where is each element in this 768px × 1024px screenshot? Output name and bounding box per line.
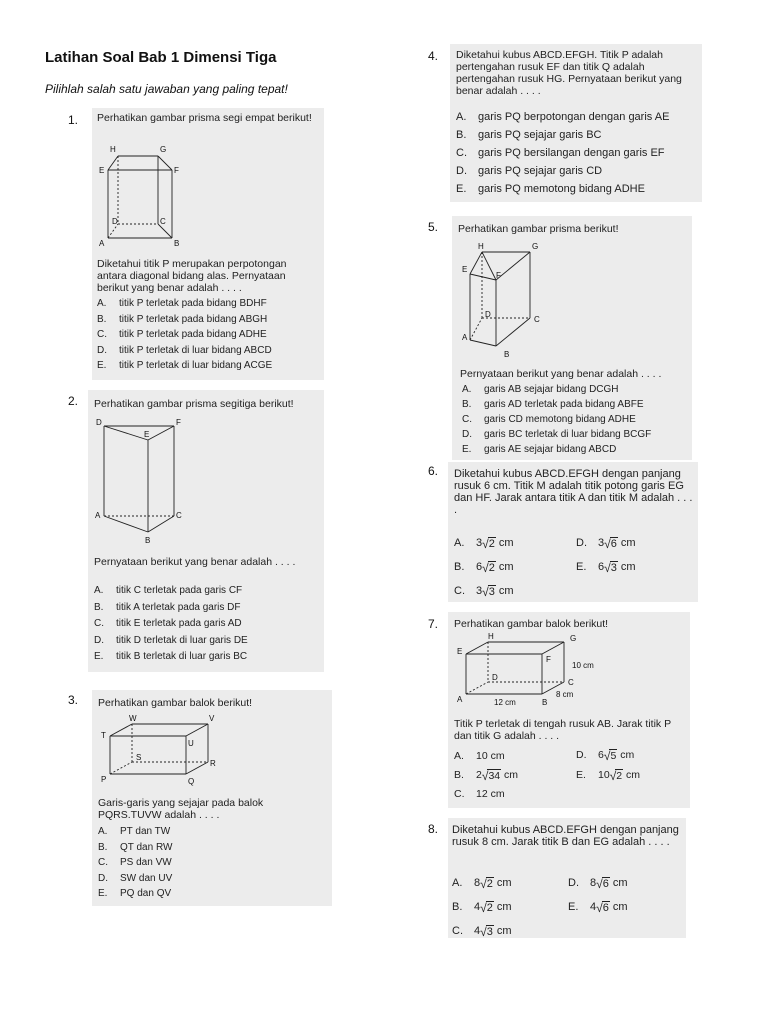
option-e[interactable]: E. garis AE sejajar bidang ABCD	[462, 444, 617, 455]
option-c[interactable]: C. 12 cm	[454, 788, 505, 800]
label-F: F	[176, 418, 181, 427]
question-5-card	[452, 216, 692, 460]
question-2-options	[94, 583, 318, 666]
question-5-number: 5.	[428, 220, 439, 234]
label-B: B	[174, 239, 180, 248]
question-7-stem: Perhatikan gambar balok berikut!	[454, 618, 609, 630]
label-C: C	[176, 511, 182, 520]
question-2-number: 2.	[68, 394, 79, 408]
option-c[interactable]: C. 4 √ 3 cm	[452, 925, 512, 939]
option-a[interactable]: A. 10 cm	[454, 750, 505, 762]
question-1-options	[97, 296, 319, 374]
label-B: B	[542, 698, 548, 707]
label-E: E	[144, 430, 150, 439]
label-G: G	[160, 145, 167, 154]
question-2-prism-figure	[88, 416, 198, 546]
option-b[interactable]: B. 2 √ 34 cm	[454, 769, 519, 783]
label-R: R	[210, 759, 216, 768]
option-c[interactable]: C. garis PQ bersilangan dengan garis EF	[456, 147, 665, 159]
option-b[interactable]: B. QT dan RW	[98, 841, 173, 853]
option-d[interactable]: D. titik P terletak di luar bidang ABCD	[97, 344, 272, 356]
option-a[interactable]: A. titik C terletak pada garis CF	[94, 585, 243, 596]
dim-8cm: 8 cm	[556, 690, 574, 699]
label-A: A	[457, 695, 463, 704]
question-6-stem: Diketahui kubus ABCD.EFGH dengan panjang rusuk 6 cm. Titik M adalah titik potong garis EG dan HF. Jarak antara titik A dan titik M adalah . . . .	[454, 468, 693, 516]
label-A: A	[99, 239, 105, 248]
question-3-card	[92, 690, 332, 906]
label-D: D	[492, 673, 498, 682]
question-1-stem-2: Diketahui titik P merupakan perpotongan antara diagonal bidang alas. Pernyataan berikut yang benar adalah . . . .	[97, 258, 287, 294]
option-b[interactable]: B. 6 √ 2 cm	[454, 561, 514, 575]
option-d[interactable]: D. garis PQ sejajar garis CD	[456, 165, 603, 177]
worksheet-title: Latihan Soal Bab 1 Dimensi Tiga	[45, 49, 277, 66]
question-1-card	[92, 108, 324, 380]
option-e[interactable]: E. PQ dan QV	[98, 888, 172, 899]
option-a[interactable]: A. garis AB sejajar bidang DCGH	[462, 384, 619, 395]
question-6-options	[454, 532, 636, 604]
instruction-text: Pilihlah salah satu jawaban yang paling tepat!	[45, 82, 288, 96]
option-e[interactable]: E. 4 √ 6 cm	[568, 901, 628, 915]
option-d[interactable]: D. 8 √ 6 cm	[568, 877, 628, 891]
option-a[interactable]: A. titik P terletak pada bidang BDHF	[97, 298, 267, 309]
option-a[interactable]: A. 3 √ 2 cm	[454, 537, 514, 551]
question-8-card	[448, 818, 686, 938]
question-8-options	[452, 872, 628, 944]
label-V: V	[209, 714, 215, 723]
question-6-card	[448, 462, 698, 602]
label-D: D	[112, 217, 118, 226]
label-H: H	[478, 242, 484, 251]
question-3-cuboid-figure	[92, 712, 242, 792]
label-F: F	[496, 271, 501, 280]
dim-10cm: 10 cm	[572, 661, 594, 670]
question-5-prism-figure	[452, 236, 562, 360]
label-A: A	[462, 333, 468, 342]
label-G: G	[570, 634, 577, 643]
option-c[interactable]: C. garis CD memotong bidang ADHE	[462, 414, 636, 425]
option-a[interactable]: A. PT dan TW	[98, 826, 171, 837]
option-d[interactable]: D. titik D terletak di luar garis DE	[94, 634, 248, 646]
option-e[interactable]: E. garis PQ memotong bidang ADHE	[456, 183, 645, 195]
option-b[interactable]: B. garis PQ sejajar garis BC	[456, 129, 602, 141]
question-4-stem: Diketahui kubus ABCD.EFGH. Titik P adalah pertengahan rusuk EF dan titik Q adalah pertengahan rusuk HG. Pernyataan berikut yang benar adalah . . . .	[456, 49, 682, 97]
question-7-stem-2: Titik P terletak di tengah rusuk AB. Jarak titik P dan titik G adalah . . . .	[454, 718, 671, 742]
label-C: C	[534, 315, 540, 324]
question-5-options	[462, 382, 686, 457]
question-7-cuboid-figure	[448, 630, 618, 712]
option-d[interactable]: D. garis BC terletak di luar bidang BCGF	[462, 429, 652, 440]
option-c[interactable]: C. 3 √ 3 cm	[454, 585, 514, 599]
label-S: S	[136, 753, 142, 762]
label-H: H	[488, 632, 494, 641]
question-7-card	[448, 612, 690, 808]
option-b[interactable]: B. garis AD terletak pada bidang ABFE	[462, 399, 644, 410]
question-7-options	[454, 746, 640, 802]
option-c[interactable]: C. PS dan VW	[98, 857, 172, 868]
label-E: E	[99, 166, 105, 175]
question-2-card	[88, 390, 324, 672]
label-E: E	[457, 647, 463, 656]
question-4-number: 4.	[428, 49, 439, 63]
label-A: A	[95, 511, 101, 520]
question-2-stem: Perhatikan gambar prisma segitiga berikut!	[94, 398, 294, 410]
question-8-number: 8.	[428, 822, 439, 836]
option-b[interactable]: B. titik P terletak pada bidang ABGH	[97, 313, 268, 325]
question-5-stem-2: Pernyataan berikut yang benar adalah . . . .	[460, 368, 662, 380]
option-d[interactable]: D. 6 √ 5 cm	[576, 749, 635, 763]
option-b[interactable]: B. titik A terletak pada garis DF	[94, 601, 241, 613]
question-2-stem-2: Pernyataan berikut yang benar adalah . . . .	[94, 556, 296, 568]
question-7-number: 7.	[428, 617, 439, 631]
question-4-options	[456, 108, 696, 198]
label-Q: Q	[188, 777, 195, 786]
option-e[interactable]: E. titik P terletak di luar bidang ACGE	[97, 360, 273, 371]
option-e[interactable]: E. titik B terletak di luar garis BC	[94, 651, 248, 662]
label-W: W	[129, 714, 137, 723]
option-e[interactable]: E. 6 √ 3 cm	[576, 561, 636, 575]
option-e[interactable]: E. 10 √ 2 cm	[576, 769, 641, 783]
label-P: P	[101, 775, 107, 784]
label-F: F	[174, 166, 179, 175]
option-d[interactable]: D. SW dan UV	[98, 872, 173, 884]
option-a[interactable]: A. garis PQ berpotongan dengan garis AE	[456, 111, 670, 123]
question-3-options	[98, 824, 326, 902]
label-C: C	[568, 678, 574, 687]
option-c[interactable]: C. titik P terletak pada bidang ADHE	[97, 329, 267, 340]
option-a[interactable]: A. 8 √ 2 cm	[452, 877, 512, 891]
label-B: B	[504, 350, 510, 359]
label-E: E	[462, 265, 468, 274]
question-3-stem-2: Garis-garis yang sejajar pada balok PQRS.TUVW adalah . . . .	[98, 797, 264, 821]
option-c[interactable]: C. titik E terletak pada garis AD	[94, 618, 242, 629]
question-3-stem: Perhatikan gambar balok berikut!	[98, 697, 253, 709]
question-6-number: 6.	[428, 464, 439, 478]
label-D: D	[485, 310, 491, 319]
question-1-prism-figure	[92, 142, 202, 252]
label-C: C	[160, 217, 166, 226]
option-b[interactable]: B. 4 √ 2 cm	[452, 901, 512, 915]
question-1-number: 1.	[68, 113, 79, 127]
label-H: H	[110, 145, 116, 154]
question-8-stem: Diketahui kubus ABCD.EFGH dengan panjang rusuk 8 cm. Jarak titik B dan EG adalah . . . .	[452, 824, 679, 848]
question-3-number: 3.	[68, 693, 79, 707]
option-d[interactable]: D. 3 √ 6 cm	[576, 537, 636, 551]
question-4-card	[450, 44, 702, 202]
dim-12cm: 12 cm	[494, 698, 516, 707]
label-U: U	[188, 739, 194, 748]
label-F: F	[546, 655, 551, 664]
question-1-stem: Perhatikan gambar prisma segi empat berikut!	[97, 112, 312, 124]
label-B: B	[145, 536, 151, 545]
label-G: G	[532, 242, 539, 251]
label-D: D	[96, 418, 102, 427]
label-T: T	[101, 731, 106, 740]
question-5-stem: Perhatikan gambar prisma berikut!	[458, 223, 619, 235]
